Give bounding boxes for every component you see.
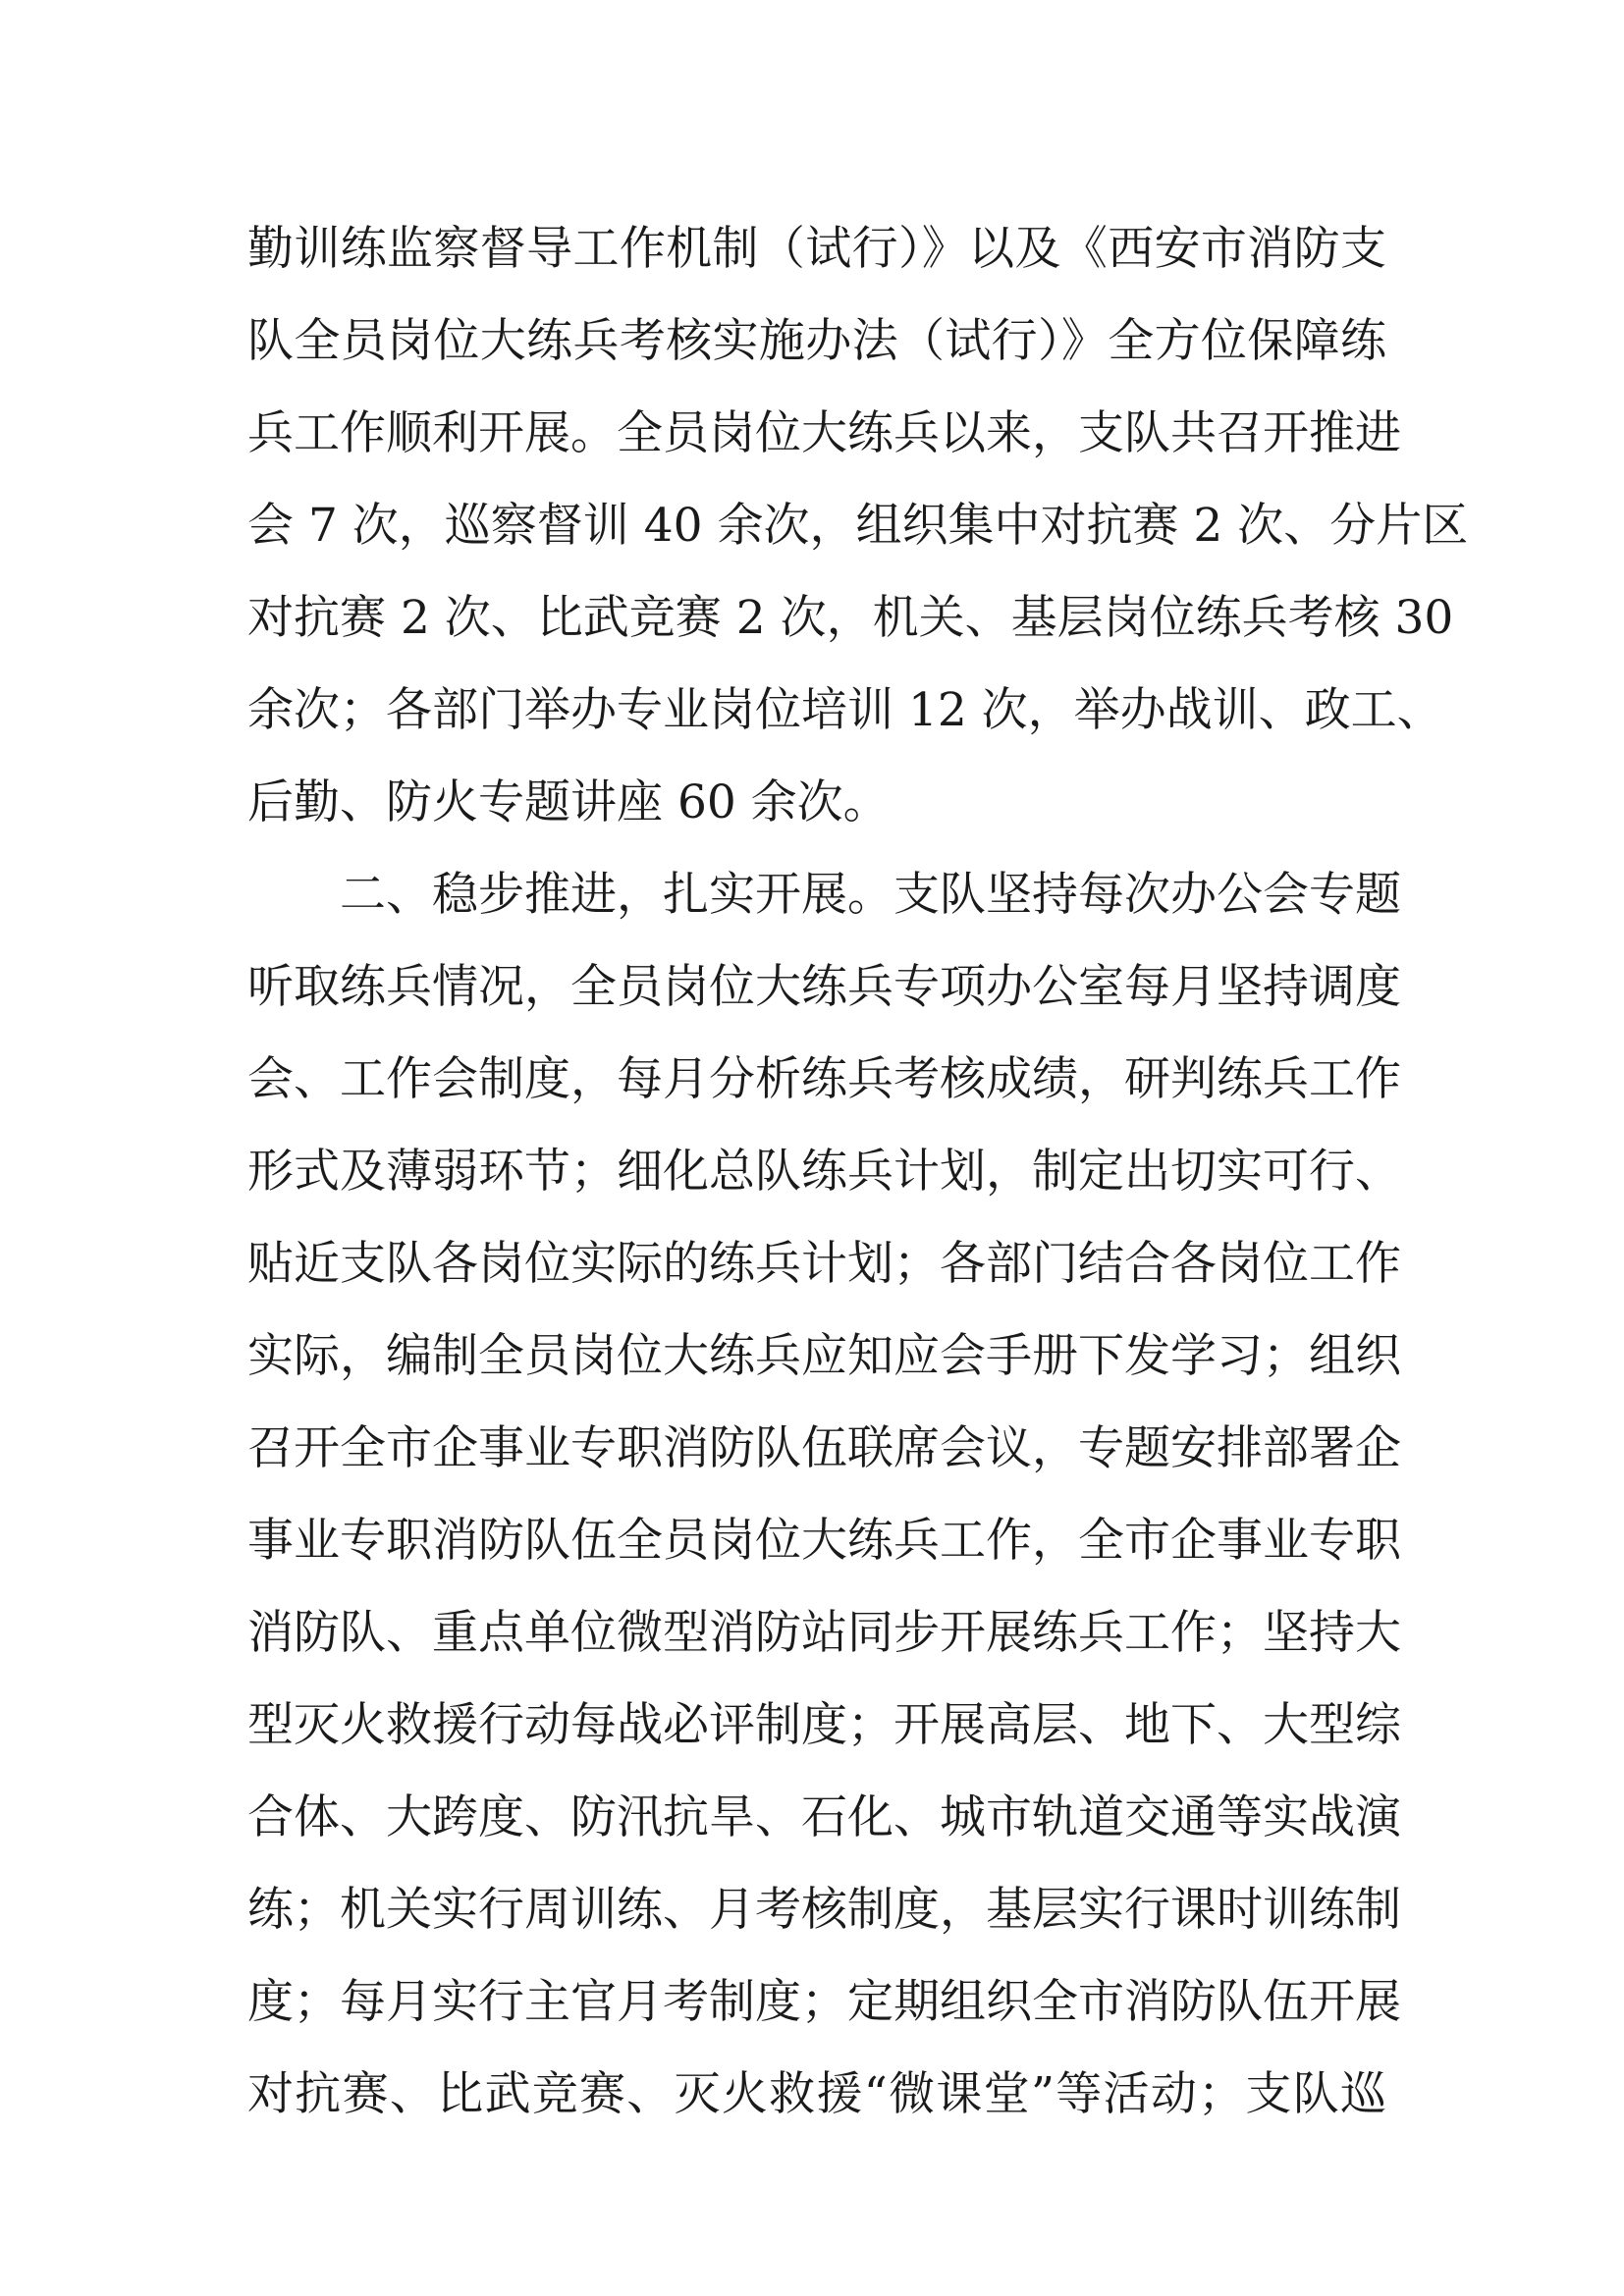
text-line: 勤训练监察督导工作机制（试行）》以及《西安市消防支 bbox=[247, 222, 1386, 276]
text-line: 型灭火救援行动每战必评制度；开展高层、地下、大型综 bbox=[247, 1698, 1401, 1752]
text-line: 听取练兵情况，全员岗位大练兵专项办公室每月坚持调度 bbox=[247, 960, 1401, 1014]
text-line: 二、稳步推进，扎实开展。支队坚持每次办公会专题 bbox=[340, 868, 1401, 922]
text-line: 形式及薄弱环节；细化总队练兵计划，制定出切实可行、 bbox=[247, 1145, 1401, 1199]
document-body bbox=[247, 203, 1469, 2141]
text-line: 兵工作顺利开展。全员岗位大练兵以来，支队共召开推进 bbox=[247, 406, 1401, 460]
text-line: 会 7 次，巡察督训 40 余次，组织集中对抗赛 2 次、分片区 bbox=[247, 499, 1469, 553]
text-line: 后勤、防火专题讲座 60 余次。 bbox=[247, 775, 890, 829]
text-line: 余次；各部门举办专业岗位培训 12 次，举办战训、政工、 bbox=[247, 683, 1443, 737]
text-line: 召开全市企事业专职消防队伍联席会议，专题安排部署企 bbox=[247, 1421, 1401, 1475]
text-line: 实际，编制全员岗位大练兵应知应会手册下发学习；组织 bbox=[247, 1329, 1401, 1383]
text-line: 贴近支队各岗位实际的练兵计划；各部门结合各岗位工作 bbox=[247, 1237, 1401, 1291]
text-line: 会、工作会制度，每月分析练兵考核成绩，研判练兵工作 bbox=[247, 1052, 1401, 1106]
text-line: 练；机关实行周训练、月考核制度，基层实行课时训练制 bbox=[247, 1883, 1401, 1937]
text-line: 事业专职消防队伍全员岗位大练兵工作，全市企事业专职 bbox=[247, 1514, 1401, 1568]
text-line: 度；每月实行主官月考制度；定期组织全市消防队伍开展 bbox=[247, 1975, 1401, 2029]
text-line: 对抗赛 2 次、比武竞赛 2 次，机关、基层岗位练兵考核 30 bbox=[247, 591, 1454, 645]
text-line: 对抗赛、比武竞赛、灭火救援“微课堂”等活动；支队巡 bbox=[247, 2067, 1386, 2121]
text-line: 消防队、重点单位微型消防站同步开展练兵工作；坚持大 bbox=[247, 1606, 1401, 1660]
text-line: 合体、大跨度、防汛抗旱、石化、城市轨道交通等实战演 bbox=[247, 1790, 1401, 1844]
paragraph-2 bbox=[247, 849, 1401, 2141]
text-line: 队全员岗位大练兵考核实施办法（试行）》全方位保障练 bbox=[247, 314, 1386, 368]
paragraph-1 bbox=[247, 203, 1469, 849]
